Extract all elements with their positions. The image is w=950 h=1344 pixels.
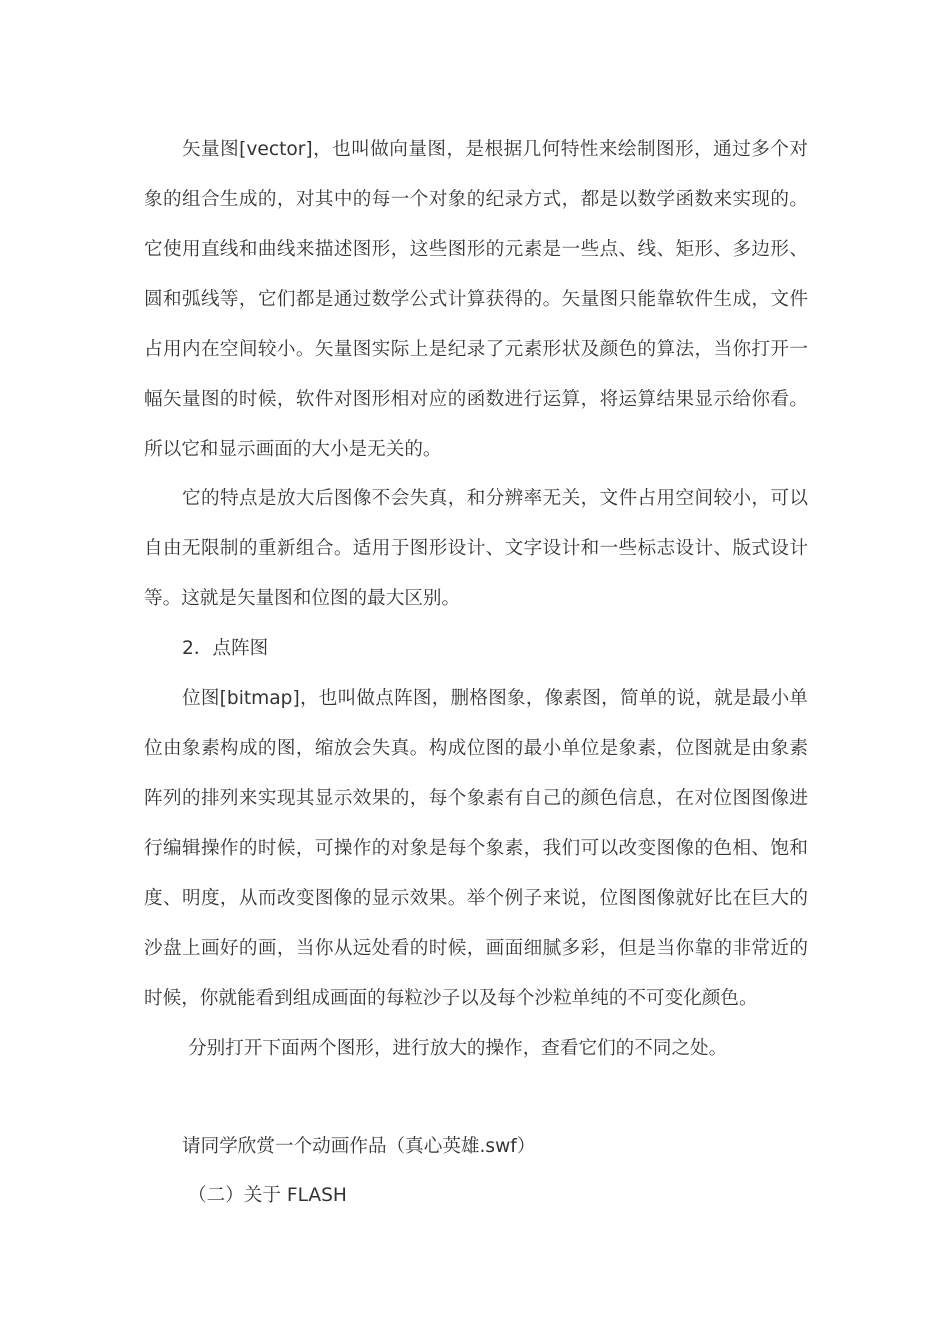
- paragraph-zoom-task: 分别打开下面两个图形，进行放大的操作，查看它们的不同之处。: [188, 1038, 728, 1059]
- paragraph-vector-description: 矢量图[vector]，也叫做向量图，是根据几何特性来绘制图形，通过多个对象的组合生成的，对其中的每一个对象的纪录方式，都是以数学函数来实现的。它使用直线和曲线来描述图形，这些图形的元素是一些点、线、矩形、多边形、圆和弧线等，它们都是通过数学公式计算获得的。矢量图只能靠软件生成，文件占用内在空间较小。矢量图实际上是纪录了元素形状及颜色的算法，当你打开一幅矢量图的时候，软件对图形相对应的函数进行运算，将运算结果显示给你看。所以它和显示画面的大小是无关的。: [144, 139, 808, 460]
- paragraph-vector-features: 它的特点是放大后图像不会失真，和分辨率无关，文件占用空间较小，可以自由无限制的重新组合。适用于图形设计、文字设计和一些标志设计、版式设计等。这就是矢量图和位图的最大区别。: [144, 488, 808, 609]
- section-heading-flash: （二）关于 FLASH: [188, 1185, 347, 1206]
- paragraph-bitmap-description: 位图[bitmap]，也叫做点阵图，删格图象，像素图，简单的说，就是最小单位由象素构成的图，缩放会失真。构成位图的最小单位是象素，位图就是由象素阵列的排列来实现其显示效果的，每个象素有自己的颜色信息，在对位图图像进行编辑操作的时候，可操作的对象是每个象素，我们可以改变图像的色相、饱和度、明度，从而改变图像的显示效果。举个例子来说，位图图像就好比在巨大的沙盘上画好的画，当你从远处看的时候，画面细腻多彩，但是当你靠的非常近的时候，你就能看到组成画面的每粒沙子以及每个沙粒单纯的不可变化颜色。: [144, 688, 808, 1009]
- paragraph-animation-prompt: 请同学欣赏一个动画作品（真心英雄.swf）: [182, 1136, 536, 1157]
- section-heading-bitmap: 2．点阵图: [182, 638, 269, 659]
